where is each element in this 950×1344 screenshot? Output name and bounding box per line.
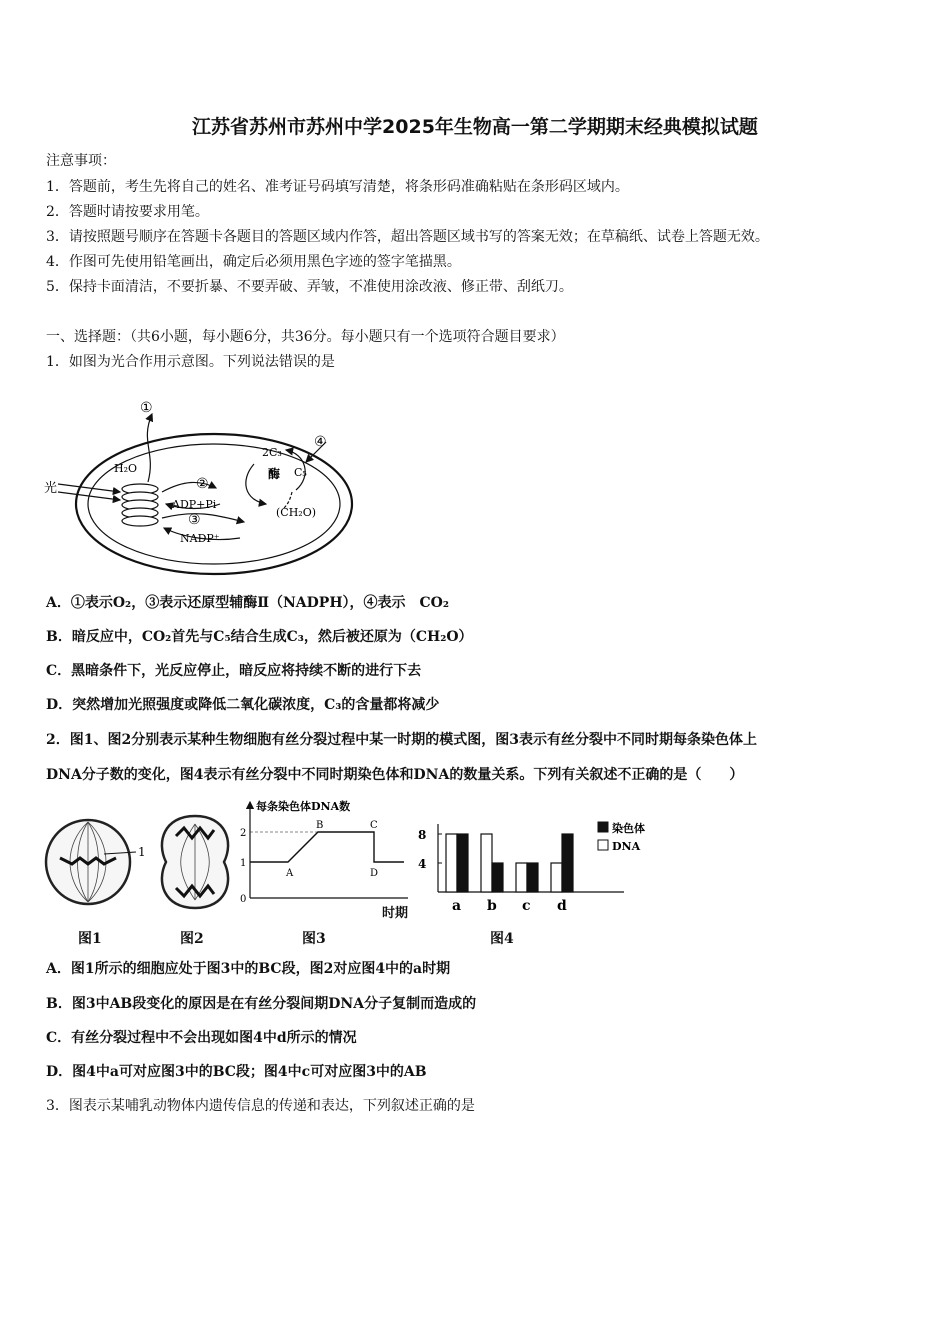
- fig3-point-b: B: [316, 820, 324, 831]
- fig3-line: [250, 832, 404, 862]
- label-nadp: NADP⁺: [180, 532, 220, 545]
- fig3-xlabel: 时期: [382, 906, 409, 921]
- fig4-ytick: 4: [418, 857, 427, 871]
- fig4-legend-label: 染色体: [612, 822, 645, 835]
- fig3-ytick: 1: [240, 858, 247, 869]
- fig4-category-label: b: [487, 898, 497, 914]
- fig4-bar-c-chromosome: [527, 863, 538, 892]
- q1-option-c: C．黑暗条件下，光反应停止，暗反应将持续不断的进行下去: [46, 663, 422, 679]
- section-heading: 一、选择题：（共6小题，每小题6分，共36分。每小题只有一个选项符合题目要求）: [46, 329, 565, 345]
- fig3-ylabel: 每条染色体DNA数: [256, 800, 351, 813]
- fig4-legend-swatch: [598, 840, 608, 850]
- fig4-category-label: d: [557, 898, 567, 914]
- fig4-bar-d-chromosome: [562, 834, 573, 892]
- photosynthesis-diagram: [44, 392, 364, 582]
- label-light: 光: [44, 481, 58, 496]
- question-1-stem: 1．如图为光合作用示意图。下列说法错误的是: [46, 354, 335, 370]
- fig4-bar-b-dna: [481, 834, 492, 892]
- fig4-legend-swatch: [598, 822, 608, 832]
- marker-1: ①: [140, 400, 153, 416]
- fig3-label: 图3: [302, 931, 326, 947]
- marker-3: ③: [188, 512, 201, 528]
- label-c3: 2C₃: [262, 446, 282, 459]
- fig3-point-c: C: [370, 820, 378, 831]
- page-title: 江苏省苏州市苏州中学2025年生物高一第二学期期末经典模拟试题: [192, 116, 758, 138]
- marker-2: ②: [196, 476, 209, 492]
- q1-option-a: A．①表示O₂，③表示还原型辅酶Ⅱ（NADPH），④表示 CO₂: [46, 595, 450, 611]
- fig4-bar-b-chromosome: [492, 863, 503, 892]
- question-3-stem: 3．图表示某哺乳动物体内遗传信息的传递和表达，下列叙述正确的是: [46, 1098, 475, 1114]
- fig4-legend-label: DNA: [612, 840, 641, 853]
- fig1-mark: 1: [138, 845, 146, 859]
- fig4-ytick: 8: [418, 828, 427, 842]
- fig3-point-d: D: [370, 868, 379, 879]
- notice-item: 5．保持卡面清洁，不要折暴、不要弄破、弄皱，不准使用涂改液、修正带、刮纸刀。: [46, 279, 573, 295]
- fig4-category-label: c: [522, 898, 531, 914]
- thylakoid-stack: [122, 484, 158, 526]
- fig3-ytick: 0: [240, 894, 247, 905]
- fig4-bar-c-dna: [516, 863, 527, 892]
- q1-option-d: D．突然增加光照强度或降低二氧化碳浓度，C₃的含量都将减少: [46, 697, 440, 713]
- label-ch2o: (CH₂O): [276, 506, 317, 519]
- q1-option-b: B．暗反应中，CO₂首先与C₅结合生成C₃，然后被还原为（CH₂O）: [46, 629, 473, 645]
- fig1-label: 图1: [78, 931, 102, 947]
- question-2-stem-line1: 2．图1、图2分别表示某种生物细胞有丝分裂过程中某一时期的模式图，图3表示有丝分裂中不同时期每条染色体上: [46, 732, 757, 748]
- fig4-category-label: a: [452, 898, 462, 914]
- figure-4-chart: [414, 820, 664, 920]
- fig4-bar-d-dna: [551, 863, 562, 892]
- label-adp: ADP+Pi: [172, 498, 217, 511]
- fig4-bar-a-dna: [446, 834, 457, 892]
- label-enzyme: 酶: [268, 467, 281, 481]
- fig3-ytick: 2: [240, 828, 247, 839]
- notice-item: 2．答题时请按要求用笔。: [46, 204, 209, 220]
- notice-heading: 注意事项：: [46, 153, 116, 169]
- figure-1-cell: [44, 814, 154, 914]
- q2-option-b: B．图3中AB段变化的原因是在有丝分裂间期DNA分子复制而造成的: [46, 996, 477, 1012]
- fig2-label: 图2: [180, 931, 204, 947]
- q2-option-c: C．有丝分裂过程中不会出现如图4中d所示的情况: [46, 1030, 357, 1046]
- label-h2o: H₂O: [114, 462, 138, 475]
- notice-item: 3．请按照题号顺序在答题卡各题目的答题区域内作答，超出答题区域书写的答案无效；在草稿纸、试卷上答题无效。: [46, 229, 769, 245]
- fig3-point-a: A: [286, 868, 294, 879]
- notice-item: 4．作图可先使用铅笔画出，确定后必须用黑色字迹的签字笔描黑。: [46, 254, 461, 270]
- figure-2-cell: [154, 812, 236, 912]
- q2-option-d: D．图4中a可对应图3中的BC段；图4中c可对应图3中的AB: [46, 1064, 427, 1080]
- fig4-label: 图4: [490, 931, 514, 947]
- question-2-stem-line2: DNA分子数的变化，图4表示有丝分裂中不同时期染色体和DNA的数量关系。下列有关叙述不正确的是（ ）: [46, 767, 744, 783]
- marker-4: ④: [314, 434, 327, 450]
- fig4-bar-a-chromosome: [457, 834, 468, 892]
- notice-item: 1．答题前，考生先将自己的姓名、准考证号码填写清楚，将条形码准确粘贴在条形码区域内。: [46, 179, 629, 195]
- q2-option-a: A．图1所示的细胞应处于图3中的BC段，图2对应图4中的a时期: [46, 961, 451, 977]
- label-c5: C₅: [294, 466, 307, 479]
